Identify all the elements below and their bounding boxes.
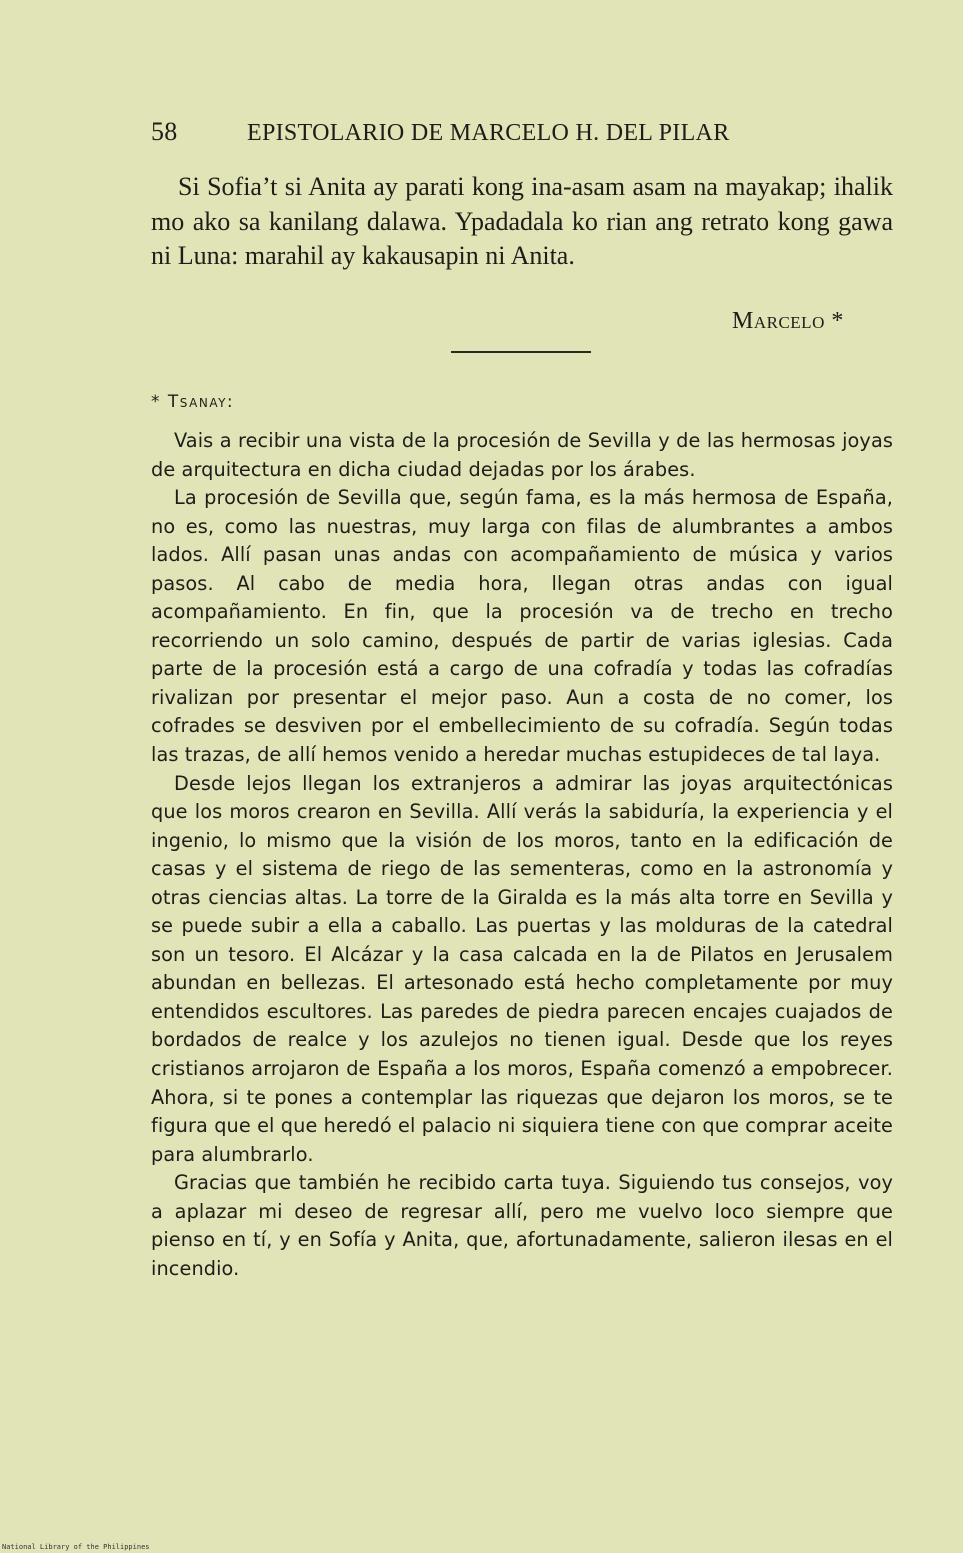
running-header (151, 117, 831, 147)
running-title: EPISTOLARIO DE MARCELO H. DEL PILAR (247, 120, 730, 146)
library-credit: National Library of the Philippines (2, 1543, 150, 1551)
translation-paragraph: La procesión de Sevilla que, según fama, es la más hermosa de España, no es, como las nuestras, muy larga con filas de alumbrantes a ambos lados. Allí pasan unas andas con acompañamiento de música y varios pasos. Al cabo de media hora, llegan otras andas con igual acompañamiento. En fin, que la procesión va de trecho en trecho recorriendo un solo camino, después de partir de varias iglesias. Cada parte de la procesión está a cargo de una cofradía y todas las cofradías rivalizan por presentar el mejor paso. Aun a costa de no comer, los cofrades se desviven por el embellecimiento de su cofradía. Según todas las trazas, de allí hemos venido a heredar muchas estupideces de tal laya. (151, 486, 893, 767)
section-divider (451, 351, 591, 353)
letter-paragraph: Si Sofia’t si Anita ay parati kong ina-asam asam na mayakap; ihalik mo ako sa kanilang dalawa. Ypadadala ko rian ang retrato kong gawa ni Luna: marahil ay kakausapin ni Anita. (151, 172, 893, 270)
translation-paragraph: Gracias que también he recibido carta tuya. Siguiendo tus consejos, voy a aplazar mi deseo de regresar allí, pero me vuelvo loco siempre que pienso en tí, y en Sofía y Anita, que, afortunadamente, salieron ilesas en el incendio. (151, 1171, 893, 1280)
letter-body (151, 170, 893, 274)
page-number: 58 (151, 117, 178, 146)
translation-paragraph: Vais a recibir una vista de la procesión de Sevilla y de las hermosas joyas de arquitectura en dicha ciudad dejadas por los árabes. (151, 429, 893, 481)
translation-paragraph: Desde lejos llegan los extranjeros a admirar las joyas arquitectónicas que los moros crearon en Sevilla. Allí verás la sabiduría, la experiencia y el ingenio, lo mismo que la visión de los moros, tanto en la edificación de casas y el sistema de riego de las sementeras, como en la astronomía y otras ciencias altas. La torre de la Giralda es la más alta torre en Sevilla y se puede subir a ella a caballo. Las puertas y las molduras de la catedral son un tesoro. El Alcázar y la casa calcada en la de Pilatos en Jerusalem abundan en bellezas. El artesonado está hecho completamente por muy entendidos escultores. Las paredes de piedra parecen encajes cuajados de bordados de realce y los azulejos no tienen igual. Desde que los reyes cristianos arrojaron de España a los moros, España comenzó a empobrecer. Ahora, si te pones a contemplar las riquezas que dejaron los moros, se te figura que el que heredó el palacio ni siquiera tiene con que comprar aceite para alumbrarlo. (151, 771, 893, 1166)
translation-body (151, 427, 893, 1283)
signature: Marcelo * (732, 308, 844, 334)
translation-label: * Tsanay: (151, 392, 235, 412)
